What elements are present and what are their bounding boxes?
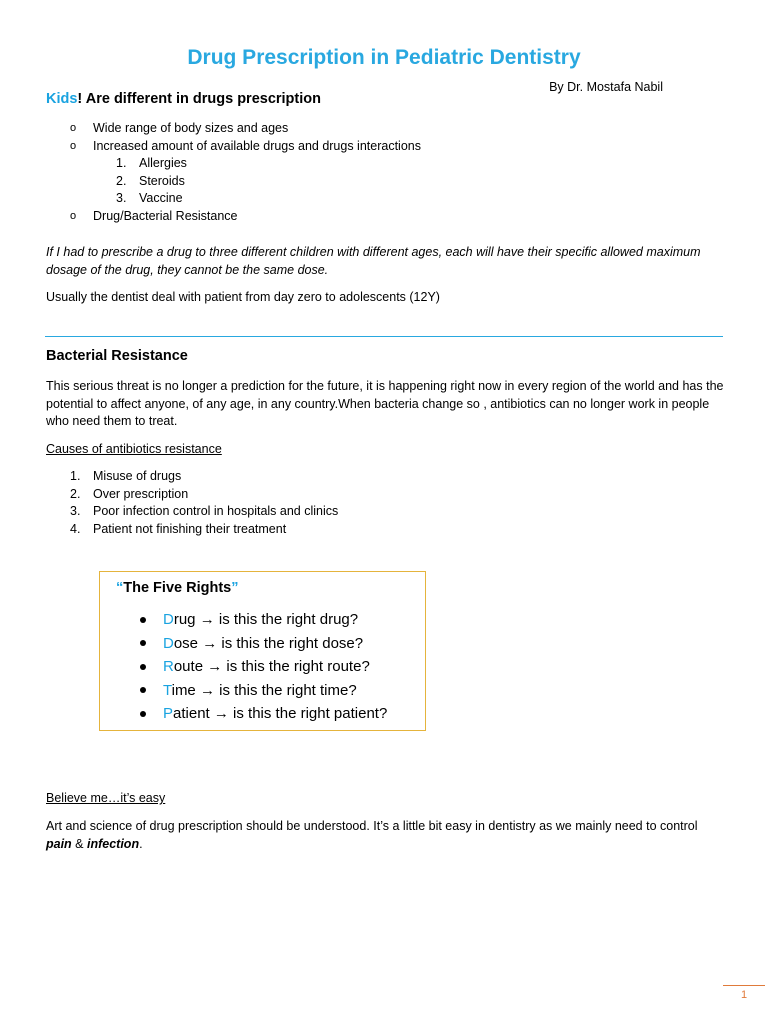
section-divider <box>45 336 723 337</box>
sub-list-number: 3. <box>116 191 127 205</box>
list-item-text: Poor infection control in hospitals and clinics <box>93 504 339 518</box>
bullet-o: o <box>70 139 77 152</box>
bullet-dot-icon <box>140 640 146 646</box>
footer-divider <box>723 985 765 986</box>
list-item-text: Over prescription <box>93 486 189 501</box>
bullet-dot-icon <box>140 711 146 717</box>
list-number: 4. <box>70 521 81 536</box>
list-number: 1. <box>70 469 81 483</box>
list-number: 3. <box>70 504 81 518</box>
five-rights-title <box>116 580 238 596</box>
causes-heading: Causes of antibiotics resistance <box>46 442 222 456</box>
page-title: Drug Prescription in Pediatric Dentistry <box>187 46 581 69</box>
bacterial-heading: Bacterial Resistance <box>46 348 188 364</box>
five-rights-title-text: The Five Rights <box>123 580 232 596</box>
bullet-dot-icon <box>140 617 146 623</box>
bullet-o: o <box>70 209 77 222</box>
age-paragraph: Usually the dentist deal with patient from day zero to adolescents (12Y) <box>46 290 440 304</box>
list-number: 2. <box>70 486 81 501</box>
right-initial: D <box>163 634 174 652</box>
kids-heading <box>46 91 321 107</box>
right-text: atient → is this the right patient? <box>173 705 388 722</box>
dosage-paragraph: If I had to prescribe a drug to three different children with different ages, each will have their specific allowed maximum dosage of the drug, they cannot be the same dose. <box>46 245 701 277</box>
sub-list-number: 2. <box>116 173 127 188</box>
page-number: 1 <box>741 989 748 1001</box>
list-item-text: Patient not finishing their treatment <box>93 521 287 536</box>
right-text: ime → is this the right time? <box>171 681 357 699</box>
believe-paragraph <box>46 818 726 853</box>
list-item-text: Misuse of drugs <box>93 469 182 483</box>
sub-list-text: Steroids <box>139 173 185 188</box>
period-text: . <box>139 836 143 851</box>
quote-open: “ <box>116 580 124 596</box>
list-item-text: Increased amount of available drugs and drugs interactions <box>93 138 421 153</box>
list-item-text: Drug/Bacterial Resistance <box>93 208 238 223</box>
right-text: oute → is this the right route? <box>173 658 370 675</box>
bacterial-paragraph: This serious threat is no longer a prediction for the future, it is happening right now in every region of the world and has the potential to affect anyone, of any age, in any country.When bacteria change so , antibiotics can no longer work in people who need them to treat. <box>46 379 724 428</box>
right-text: ose → is this the right dose? <box>173 634 364 652</box>
believe-heading: Believe me…it’s easy <box>46 791 166 805</box>
believe-text: Art and science of drug prescription should be understood. It’s a little bit easy in dentistry as we mainly need to control <box>46 819 698 833</box>
kids-heading-accent: Kids <box>46 91 78 107</box>
quote-close: ” <box>231 580 239 596</box>
five-rights-box <box>99 571 426 731</box>
sub-list-text: Vaccine <box>139 191 183 205</box>
infection-text: infection <box>87 836 140 851</box>
right-initial: P <box>163 705 174 722</box>
author-line: By Dr. Mostafa Nabil <box>549 80 663 94</box>
right-initial: T <box>163 681 172 699</box>
sub-list-text: Allergies <box>139 156 187 170</box>
right-text: rug → is this the right drug? <box>173 611 359 628</box>
bullet-o: o <box>70 122 77 134</box>
bullet-dot-icon <box>140 687 146 693</box>
bullet-dot-icon <box>140 664 146 670</box>
pain-text: pain <box>46 836 72 851</box>
right-initial: R <box>163 658 174 675</box>
sub-list-number: 1. <box>116 156 127 170</box>
amp-text: & <box>71 836 87 851</box>
kids-heading-rest: ! Are different in drugs prescription <box>77 91 321 107</box>
right-initial: D <box>163 611 174 628</box>
list-item-text: Wide range of body sizes and ages <box>93 121 289 135</box>
